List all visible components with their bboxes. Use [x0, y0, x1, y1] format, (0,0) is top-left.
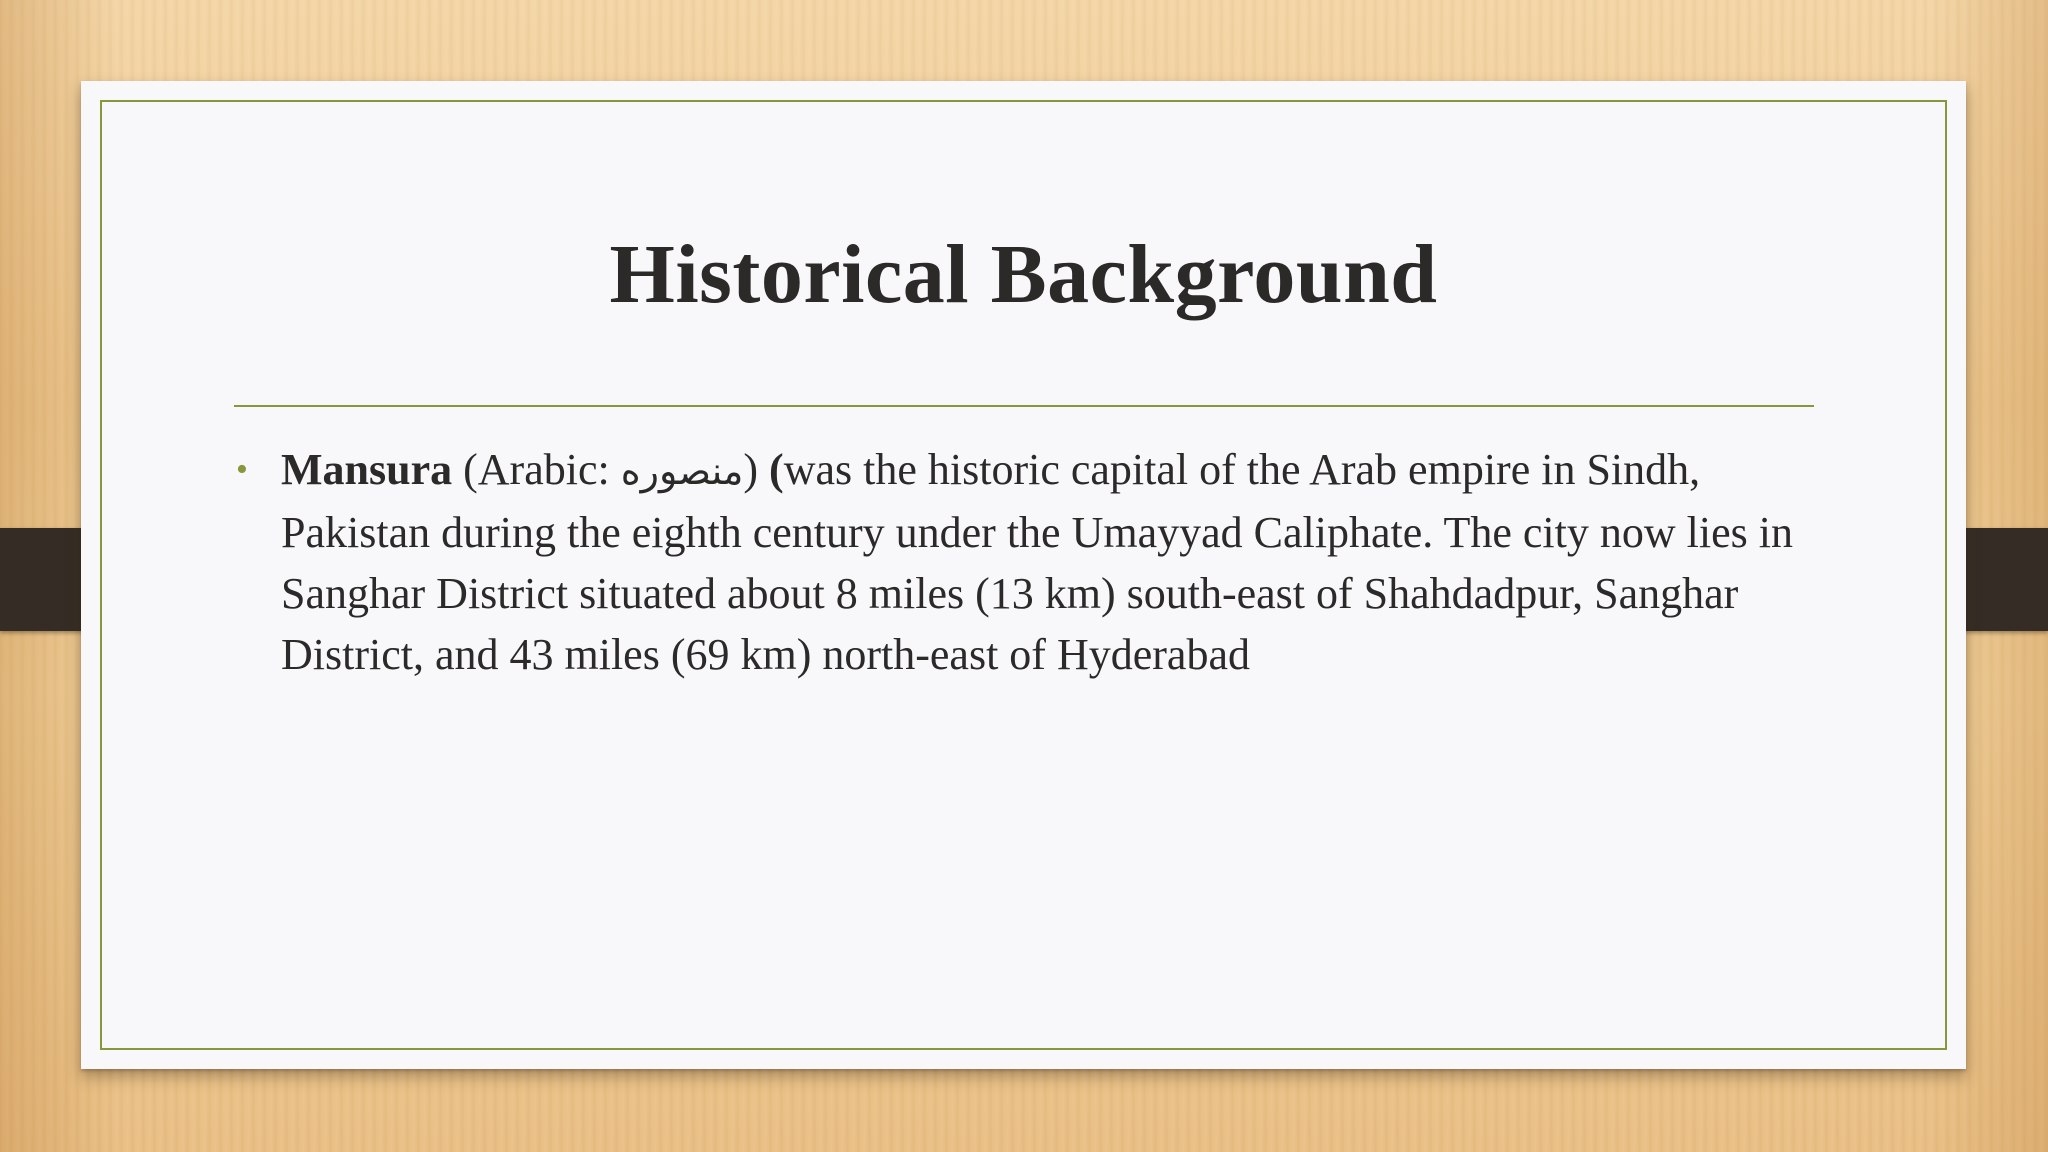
bullet-term: Mansura: [281, 445, 453, 494]
bullet-open-paren: (: [769, 445, 784, 494]
slide-title: Historical Background: [609, 228, 1438, 321]
bullet-point-icon: •: [236, 451, 248, 488]
title-divider: [234, 405, 1814, 407]
bullet-list: [234, 439, 1814, 685]
bullet-arabic-prefix: (Arabic:: [452, 445, 621, 494]
slide-card: [81, 81, 1966, 1069]
bullet-item: [234, 439, 1814, 685]
bullet-body-text: was the historic capital of the Arab empire in Sindh, Pakistan during the eighth century under the Umayyad Caliphate. The city now lies in Sanghar District situated about 8 miles (13 km) south-east of Shahdadpur, Sanghar District, and 43 miles (69 km) north-east of Hyderabad: [281, 445, 1793, 679]
bullet-close-paren: ): [743, 445, 770, 494]
bullet-arabic-name: منصوره: [620, 449, 744, 493]
